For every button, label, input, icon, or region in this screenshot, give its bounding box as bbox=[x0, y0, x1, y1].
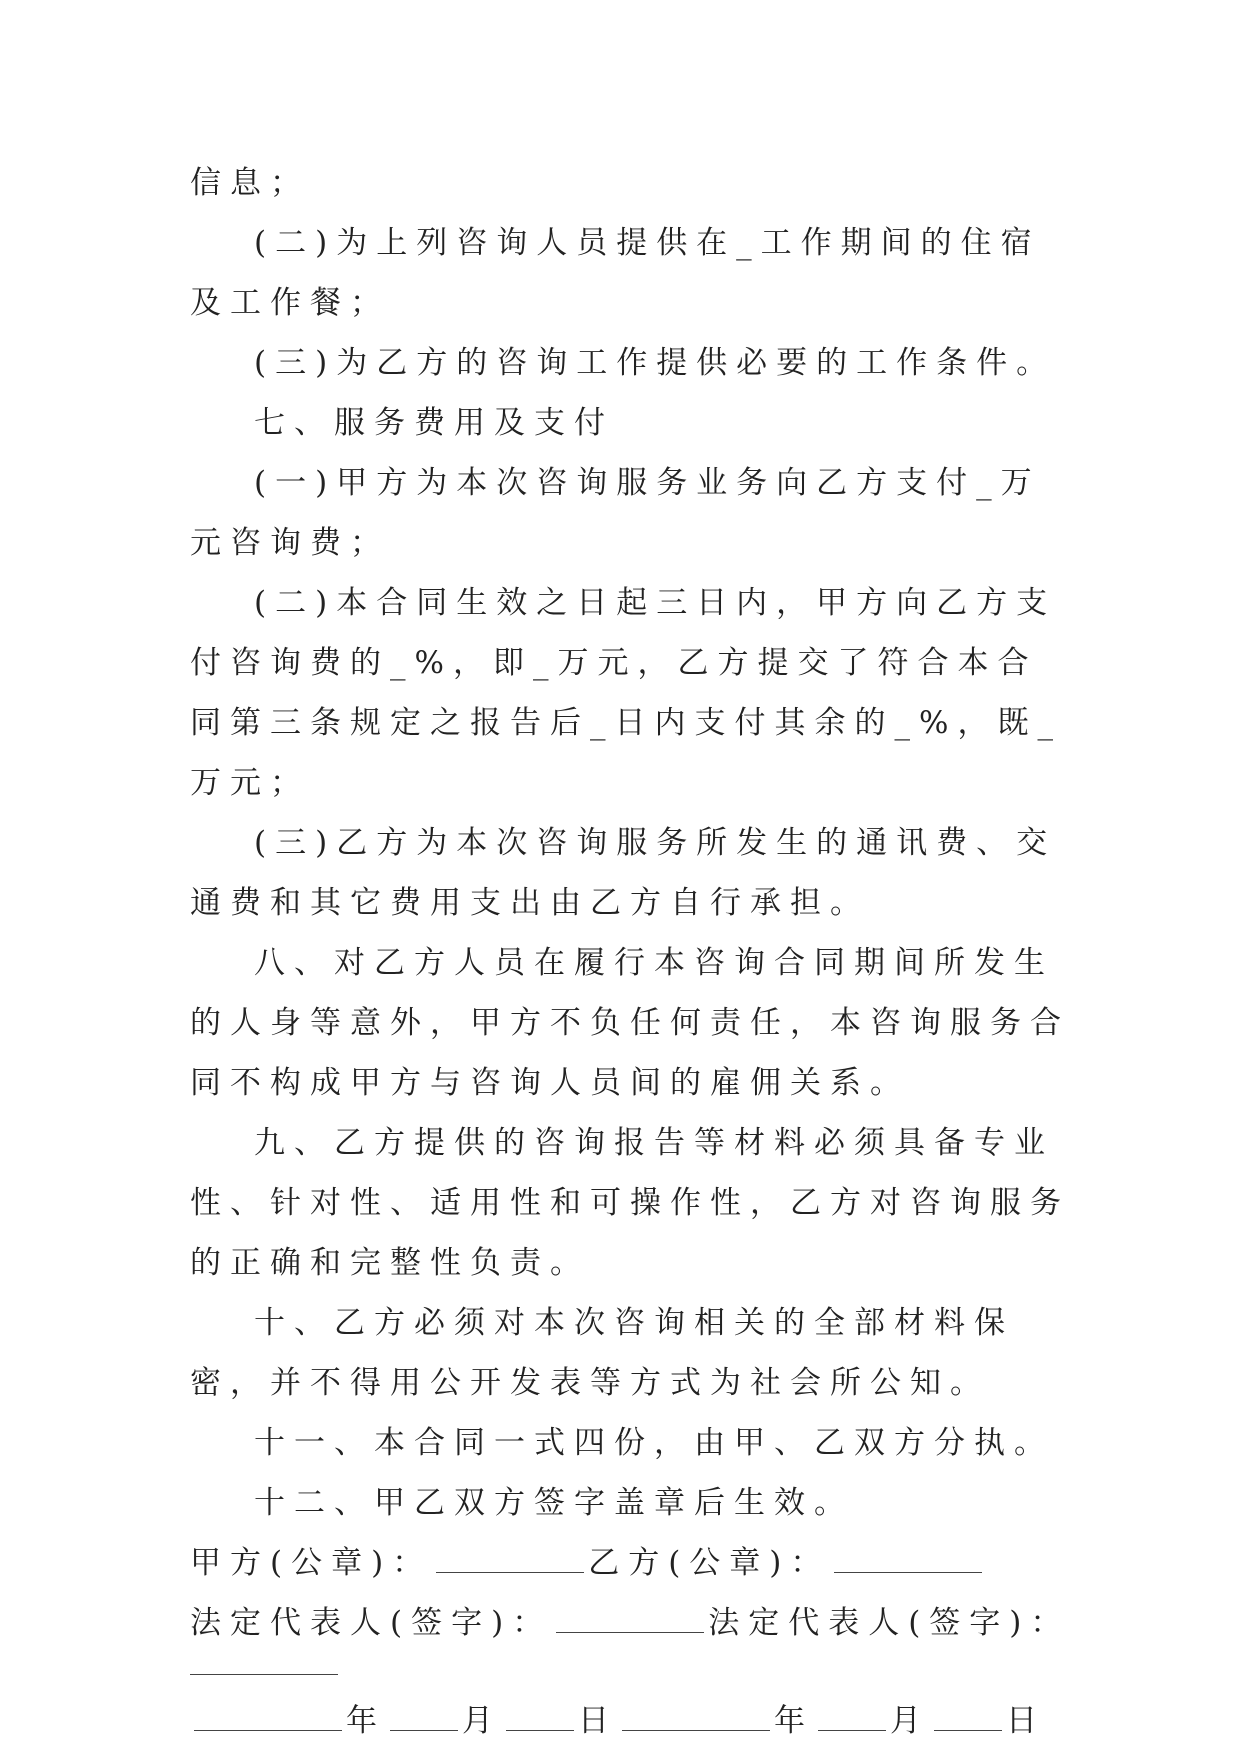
contract-body bbox=[190, 153, 1070, 1751]
rep-a-blank bbox=[556, 1631, 704, 1633]
paragraph: 十一、本合同一式四份，由甲、乙双方分执。 bbox=[254, 1425, 1054, 1461]
party-b-seal-blank bbox=[834, 1571, 982, 1573]
section-heading: 七、服务费用及支付 bbox=[254, 405, 614, 441]
paragraph: 信息； bbox=[190, 165, 310, 201]
rep-b-label: 法定代表人(签字)： bbox=[708, 1605, 1071, 1641]
paragraph: 九、乙方提供的咨询报告等材料必须具备专业性、针对性、适用性和可操作性，乙方对咨询服务的正确和完整性负责。 bbox=[190, 1125, 1070, 1281]
day-a-blank bbox=[506, 1729, 574, 1731]
month-b-label: 月 bbox=[890, 1703, 930, 1739]
year-b-blank bbox=[622, 1729, 770, 1731]
party-a-seal-label: 甲方(公章)： bbox=[190, 1545, 433, 1581]
month-a-label: 月 bbox=[462, 1703, 502, 1739]
month-b-blank bbox=[818, 1729, 886, 1731]
rep-b-blank bbox=[190, 1673, 338, 1675]
day-a-label: 日 bbox=[578, 1703, 618, 1739]
paragraph: (三)为乙方的咨询工作提供必要的工作条件。 bbox=[254, 345, 1057, 381]
representative-row bbox=[190, 1593, 1070, 1653]
day-b-label: 日 bbox=[1006, 1703, 1046, 1739]
paragraph: 十、乙方必须对本次咨询相关的全部材料保密，并不得用公开发表等方式为社会所公知。 bbox=[190, 1305, 1014, 1401]
year-a-label: 年 bbox=[346, 1703, 386, 1739]
paragraph: (一)甲方为本次咨询服务业务向乙方支付_万元咨询费； bbox=[190, 465, 1041, 561]
day-b-blank bbox=[934, 1729, 1002, 1731]
paragraph: (三)乙方为本次咨询服务所发生的通讯费、交通费和其它费用支出由乙方自行承担。 bbox=[190, 825, 1057, 921]
party-b-seal-label: 乙方(公章)： bbox=[588, 1545, 831, 1581]
year-a-blank bbox=[194, 1729, 342, 1731]
paragraph: (二)本合同生效之日起三日内，甲方向乙方支付咨询费的_%，即_万元，乙方提交了符合本合同第三条规定之报告后_日内支付其余的_%，既_万元； bbox=[190, 585, 1062, 801]
date-row bbox=[190, 1691, 1070, 1751]
rep-a-label: 法定代表人(签字)： bbox=[190, 1605, 553, 1641]
party-a-seal-blank bbox=[436, 1571, 584, 1573]
paragraph: (二)为上列咨询人员提供在_工作期间的住宿及工作餐； bbox=[190, 225, 1041, 321]
month-a-blank bbox=[390, 1729, 458, 1731]
paragraph: 八、对乙方人员在履行本咨询合同期间所发生的人身等意外，甲方不负任何责任，本咨询服务合同不构成甲方与咨询人员间的雇佣关系。 bbox=[190, 945, 1070, 1101]
seal-row bbox=[190, 1533, 1070, 1593]
paragraph: 十二、甲乙双方签字盖章后生效。 bbox=[254, 1485, 854, 1521]
year-b-label: 年 bbox=[774, 1703, 814, 1739]
